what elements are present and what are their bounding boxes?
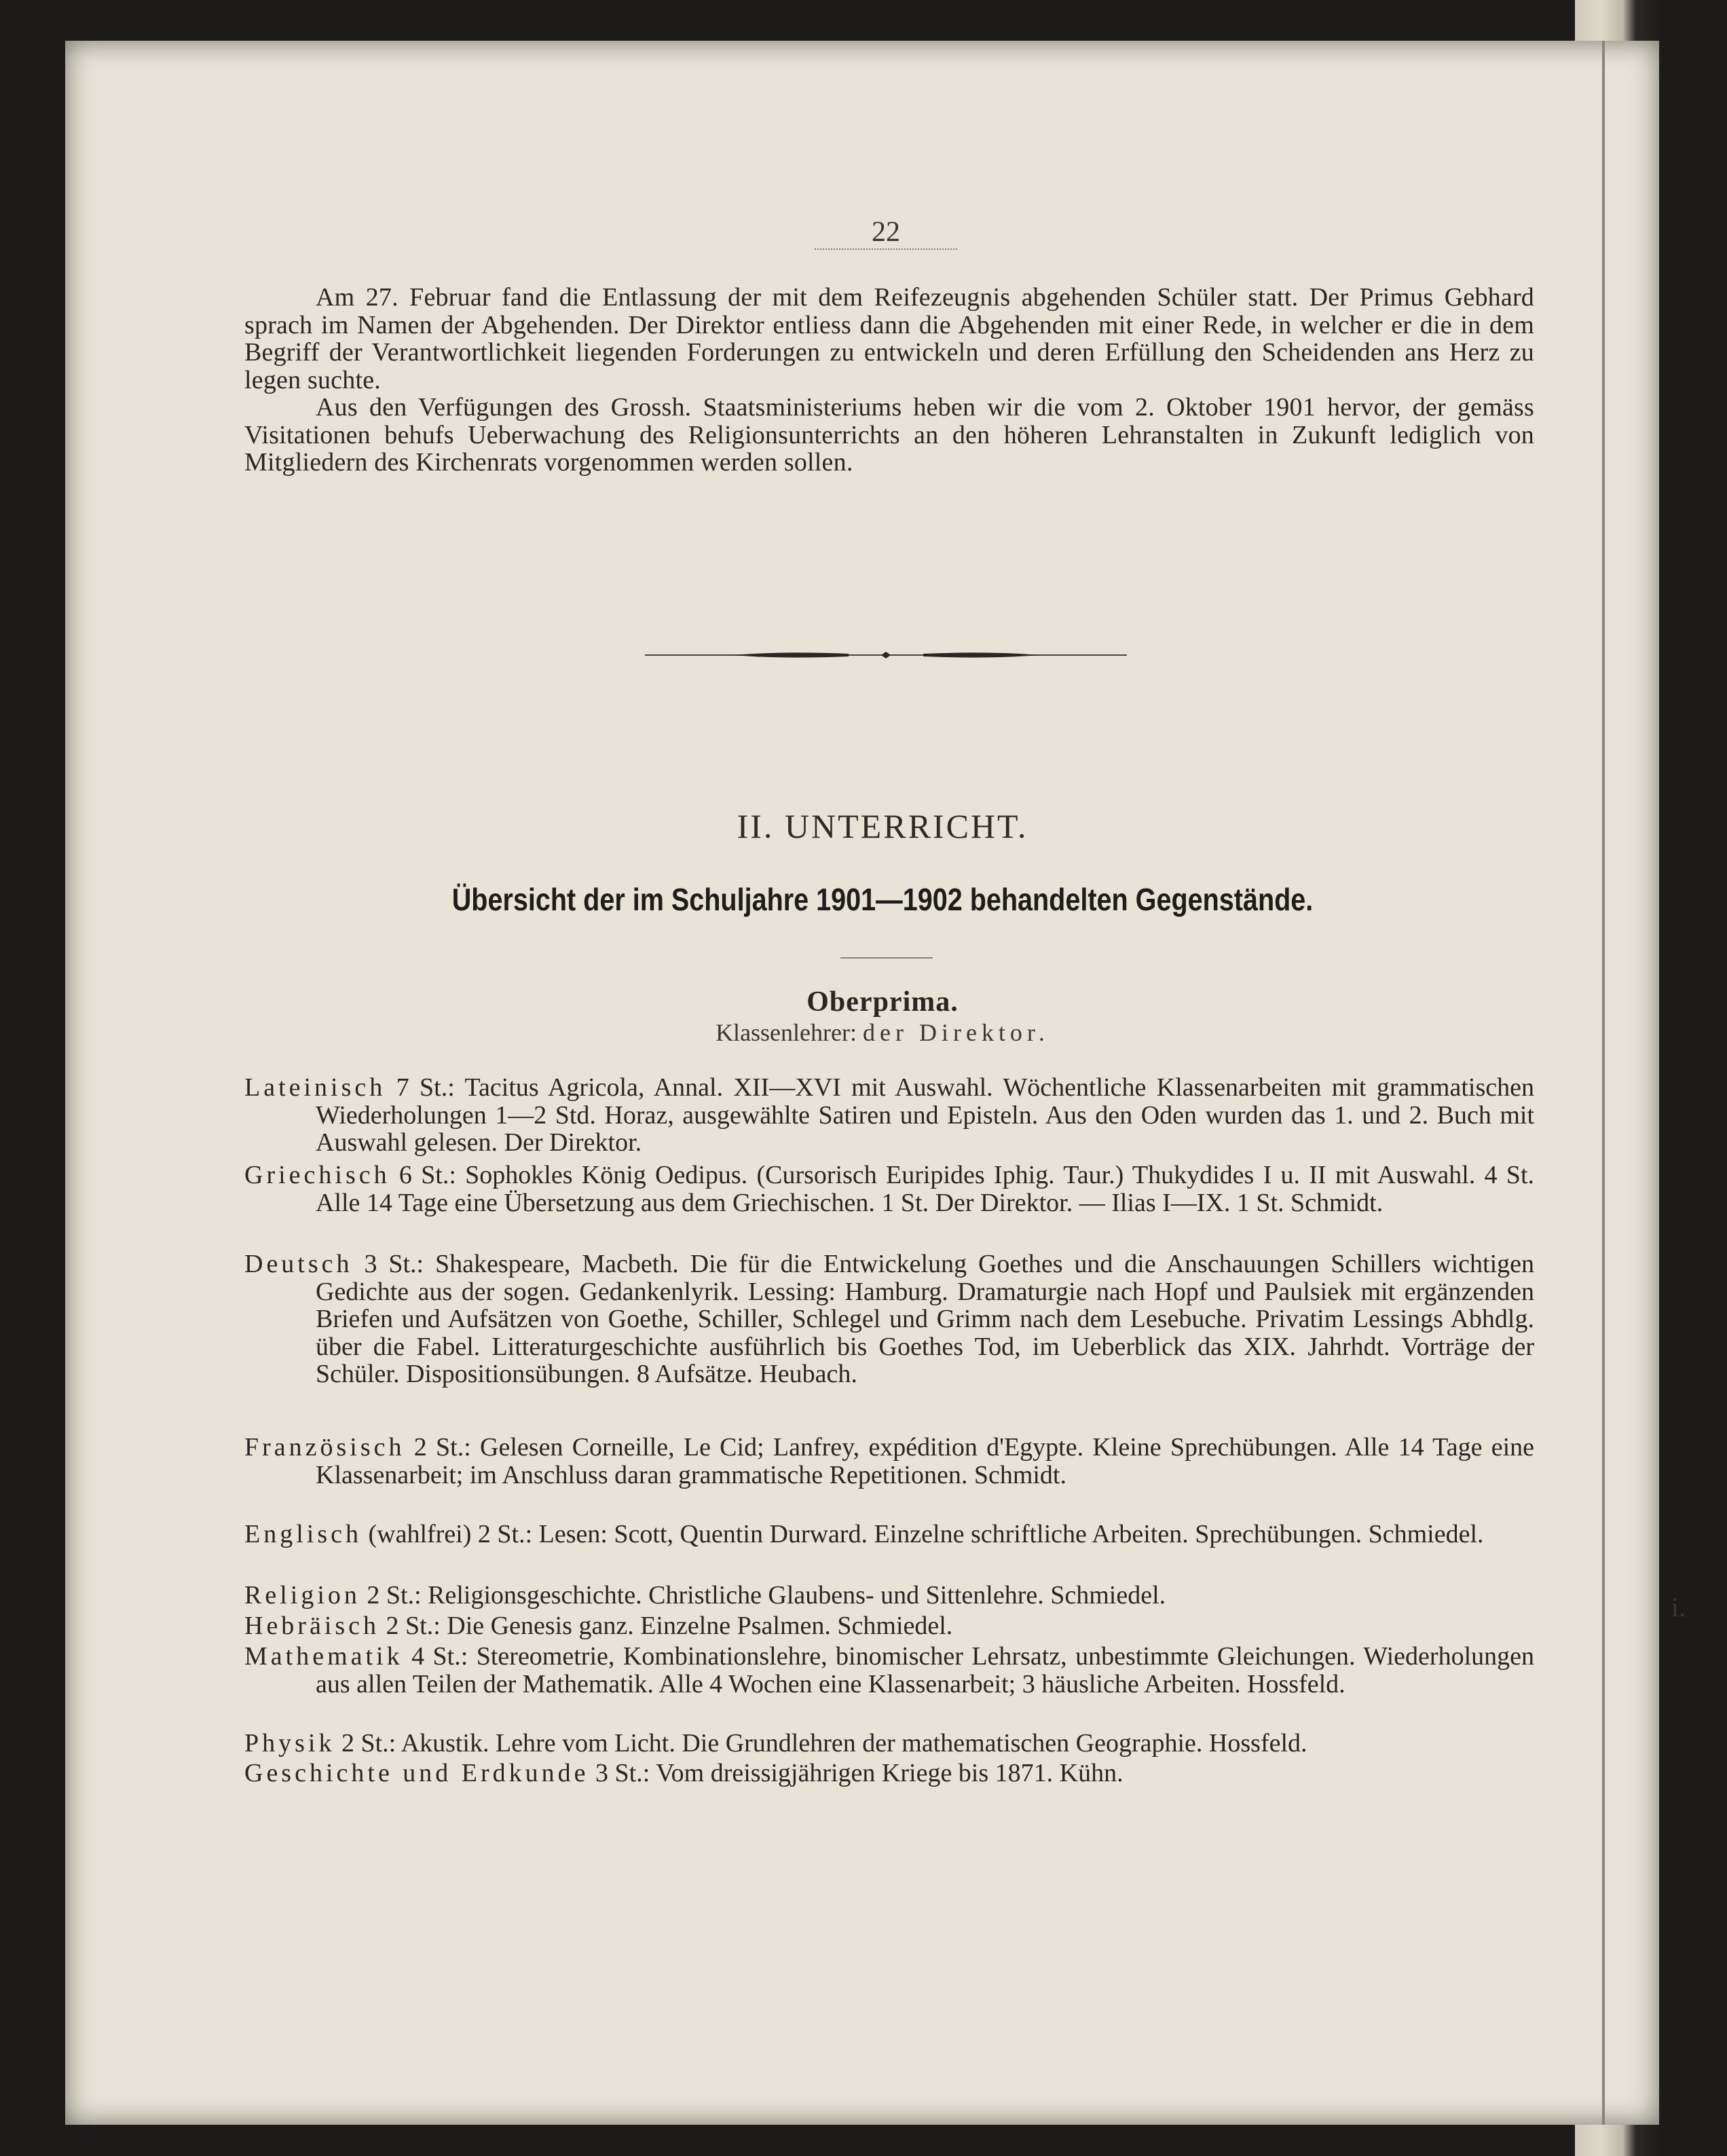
subject-deutsch	[244, 1250, 1534, 1388]
subject-hebraeisch	[244, 1612, 1534, 1640]
subject-text: 7 St.: Tacitus Agricola, Annal. XII—XVI mit Auswahl. Wöchentliche Klassenarbeiten mit grammatischen Wiederholungen 1—2 Std. Horaz, ausgewählte Satiren und Episteln. Aus den Oden wurden das 1. und 2. Buch mit Auswahl gelesen. Der Direktor.	[316, 1073, 1534, 1157]
intro-paragraph-2: Aus den Verfügungen des Grossh. Staatsministeriums heben wir die vom 2. Oktober 1901 hervor, der gemäss Visitationen behufs Ueberwachung des Religionsunterrichts an den höheren Lehranstalten in Zukunft lediglich von Mitgliedern des Kirchenrats vorgenommen werden sollen.	[244, 393, 1534, 477]
subject-latein	[244, 1074, 1534, 1157]
subject-englisch	[244, 1521, 1534, 1548]
class-teacher-label: Klassenlehrer:	[716, 1019, 857, 1046]
subject-name: Mathematik	[244, 1642, 403, 1671]
overview-rule	[840, 957, 933, 959]
subject-griechisch	[244, 1161, 1534, 1216]
class-name: Oberprima.	[806, 986, 959, 1018]
ornamental-divider	[645, 646, 1127, 664]
subject-text: 6 St.: Sophokles König Oedipus. (Cursorisch Euripides Iphig. Taur.) Thukydides I u. II mit Auswahl. 4 St. Alle 14 Tage eine Übersetzung aus dem Griechischen. 1 St. Der Direktor. — Ilias I—IX. 1 St. Schmidt.	[316, 1161, 1535, 1217]
subject-name: Geschichte und Erdkunde	[244, 1759, 589, 1787]
subject-name: Hebräisch	[244, 1612, 380, 1640]
gutter-edge	[1602, 41, 1605, 2125]
subject-text: 4 St.: Stereometrie, Kombinationslehre, binomischer Lehrsatz, unbestimmte Gleichungen. Wiederholungen aus allen Teilen der Mathematik. Alle 4 Wochen eine Klassenarbeit; 3 häusliche Arbeiten. Hossfeld.	[316, 1642, 1534, 1698]
section-title: II. UNTERRICHT.	[737, 807, 1028, 845]
subject-physik	[244, 1730, 1534, 1758]
page-number: 22	[872, 217, 900, 248]
subject-text: 3 St.: Shakespeare, Macbeth. Die für die Entwickelung Goethes und die Anschauungen Schillers wichtigen Gedichte aus der sogen. Gedankenlyrik. Lessing: Hamburg. Dramaturgie nach Hopf und Paulsiek mit ergänzenden Briefen und Aufsätzen von Goethe, Schiller, Schlegel und Grimm nach dem Lesebuche. Privatim Lessings Abhdlg. über die Fabel. Litteraturgeschichte ausführlich bis Goethes Tod, im Ueberblick das XIX. Jahrhdt. Vorträge der Schüler. Dispositionsübungen. 8 Aufsätze. Heubach.	[316, 1250, 1535, 1388]
page-number-rule	[815, 248, 957, 250]
subject-name: Griechisch	[244, 1161, 390, 1189]
subject-text: 2 St.: Die Genesis ganz. Einzelne Psalmen. Schmiedel.	[386, 1612, 953, 1640]
margin-mark: i.	[1671, 1592, 1686, 1622]
class-teacher	[272, 1018, 1493, 1047]
subject-name: Englisch	[244, 1520, 362, 1548]
subject-name: Lateinisch	[244, 1073, 386, 1102]
subject-text: 2 St.: Religionsgeschichte. Christliche Glaubens- und Sittenlehre. Schmiedel.	[367, 1581, 1166, 1610]
subject-mathematik	[244, 1643, 1534, 1698]
subject-text: (wahlfrei) 2 St.: Lesen: Scott, Quentin Durward. Einzelne schriftliche Arbeiten. Sprechübungen. Schmiedel.	[368, 1520, 1484, 1548]
subject-religion	[244, 1582, 1534, 1610]
intro-paragraph-1: Am 27. Februar fand die Entlassung der mit dem Reifezeugnis abgehenden Schüler statt. Der Primus Gebhard sprach im Namen der Abgehenden. Der Direktor entliess dann die Abgehenden mit einer Rede, in welcher er die in dem Begriff der Verantwortlichkeit liegenden Forderungen zu entwickeln und deren Erfüllung den Scheidenden ans Herz zu legen suchte.	[244, 283, 1534, 394]
subject-text: 2 St.: Akustik. Lehre vom Licht. Die Grundlehren der mathematischen Geographie. Hossfeld.	[341, 1729, 1307, 1758]
subject-name: Deutsch	[244, 1250, 353, 1278]
subject-text: 3 St.: Vom dreissigjährigen Kriege bis 1871. Kühn.	[595, 1759, 1124, 1787]
overview-heading: Übersicht der im Schuljahre 1901—1902 behandelten Gegenstände.	[451, 882, 1314, 917]
subject-name: Französisch	[244, 1433, 405, 1462]
class-teacher-name: der Direktor.	[862, 1019, 1050, 1046]
subject-name: Physik	[244, 1729, 335, 1758]
subject-name: Religion	[244, 1581, 360, 1610]
subject-geschichte	[244, 1760, 1534, 1787]
subject-franzoesisch	[244, 1434, 1534, 1489]
subject-text: 2 St.: Gelesen Corneille, Le Cid; Lanfrey, expédition d'Egypte. Kleine Sprechübungen. Alle 14 Tage eine Klassenarbeit; im Anschluss daran grammatische Repetitionen. Schmidt.	[316, 1433, 1535, 1489]
